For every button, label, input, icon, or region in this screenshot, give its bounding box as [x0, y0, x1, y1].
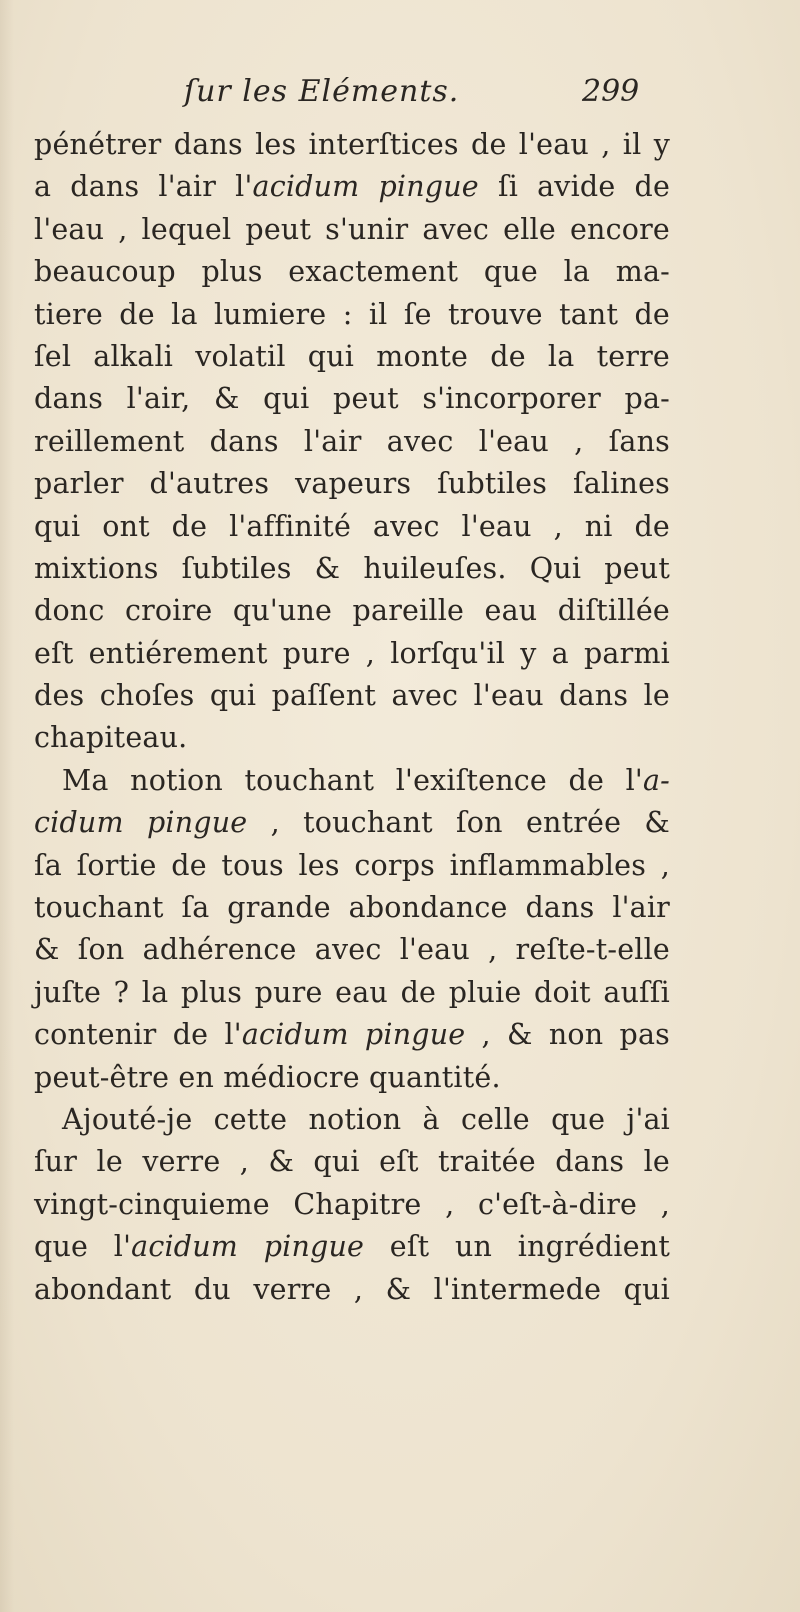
text-segment: , touchant ſon entrée & — [247, 806, 671, 840]
italic-phrase: acidum pingue — [241, 1018, 466, 1052]
text-segment: pénétrer dans les interſtices de l'eau , il y — [34, 128, 670, 161]
text-line — [34, 760, 670, 802]
text-line — [34, 845, 670, 887]
text-line — [34, 929, 670, 971]
text-line — [34, 675, 670, 717]
text-line — [34, 633, 670, 675]
italic-phrase: acidum pingue — [131, 1230, 365, 1264]
text-line — [34, 887, 670, 929]
text-line — [34, 166, 670, 208]
text-line — [34, 802, 670, 844]
text-segment: beaucoup plus exactement que la ma- — [34, 255, 670, 289]
text-segment: & ſon adhérence avec l'eau , reſte-t-elle — [34, 933, 670, 967]
text-segment: touchant ſa grande abondance dans l'air — [34, 891, 670, 925]
text-segment: ſur le verre , & qui eſt traitée dans le — [34, 1145, 670, 1179]
text-segment: juſte ? la plus pure eau de pluie doit auſſi — [34, 975, 670, 1009]
text-segment: chapiteau. — [34, 721, 188, 755]
text-line — [34, 590, 670, 632]
text-line — [34, 1226, 670, 1268]
text-segment: l'eau , lequel peut s'unir avec elle encore — [34, 212, 670, 246]
text-segment: Ajouté-je cette notion à celle que j'ai — [62, 1102, 670, 1136]
text-segment: Ma notion touchant l'exiſtence de l' — [62, 763, 643, 797]
text-segment: eſt un ingrédient — [364, 1230, 670, 1264]
text-segment: , & non pas — [465, 1018, 671, 1052]
text-line — [34, 209, 670, 251]
text-segment: des choſes qui paſſent avec l'eau dans le — [34, 679, 670, 713]
text-line — [34, 124, 670, 166]
text-segment: ſi avide de — [478, 170, 671, 204]
running-head — [34, 74, 674, 120]
text-line — [34, 506, 670, 548]
text-segment: mixtions ſubtiles & huileuſes. Qui peut — [34, 551, 670, 585]
body-text — [34, 124, 670, 1311]
text-line — [34, 463, 670, 505]
text-segment: contenir de l' — [34, 1018, 242, 1052]
text-line — [34, 251, 670, 293]
text-line — [34, 1057, 670, 1099]
text-line — [34, 336, 670, 378]
text-line — [34, 1099, 670, 1141]
text-line — [34, 421, 670, 463]
text-line — [34, 1014, 670, 1056]
text-segment: donc croire qu'une pareille eau diſtillée — [34, 594, 670, 628]
page-gutter-shadow — [0, 0, 14, 1612]
text-line — [34, 1141, 670, 1183]
text-line — [34, 717, 670, 759]
italic-phrase: a- — [642, 763, 670, 797]
italic-phrase: acidum pingue — [252, 170, 479, 204]
text-line — [34, 972, 670, 1014]
text-segment: parler d'autres vapeurs ſubtiles ſalines — [34, 467, 670, 501]
text-segment: a dans l'air l' — [34, 170, 253, 204]
text-segment: ſa ſortie de tous les corps inflammables , — [34, 848, 670, 882]
running-title: ſur les Eléments. — [184, 74, 460, 109]
text-line — [34, 378, 670, 420]
text-segment: vingt-cinquieme Chapitre , c'eſt-à-dire , — [34, 1187, 670, 1221]
text-segment: abondant du verre , & l'intermede qui — [34, 1272, 670, 1306]
page-number: 299 — [582, 74, 640, 109]
text-segment: tiere de la lumiere : il ſe trouve tant de — [34, 297, 670, 331]
text-line — [34, 1269, 670, 1311]
text-segment: qui ont de l'affinité avec l'eau , ni de — [34, 509, 670, 543]
text-line — [34, 548, 670, 590]
text-segment: ſel alkali volatil qui monte de la terre — [34, 339, 670, 373]
text-line — [34, 294, 670, 336]
text-line — [34, 1184, 670, 1226]
italic-phrase: cidum pingue — [34, 806, 248, 840]
text-segment: peut-être en médiocre quantité. — [34, 1060, 501, 1094]
text-segment: dans l'air, & qui peut s'incorporer pa- — [34, 382, 670, 416]
text-segment: eſt entiérement pure , lorſqu'il y a parmi — [34, 636, 670, 670]
text-segment: que l' — [34, 1230, 132, 1264]
text-segment: reillement dans l'air avec l'eau , ſans — [34, 424, 670, 458]
